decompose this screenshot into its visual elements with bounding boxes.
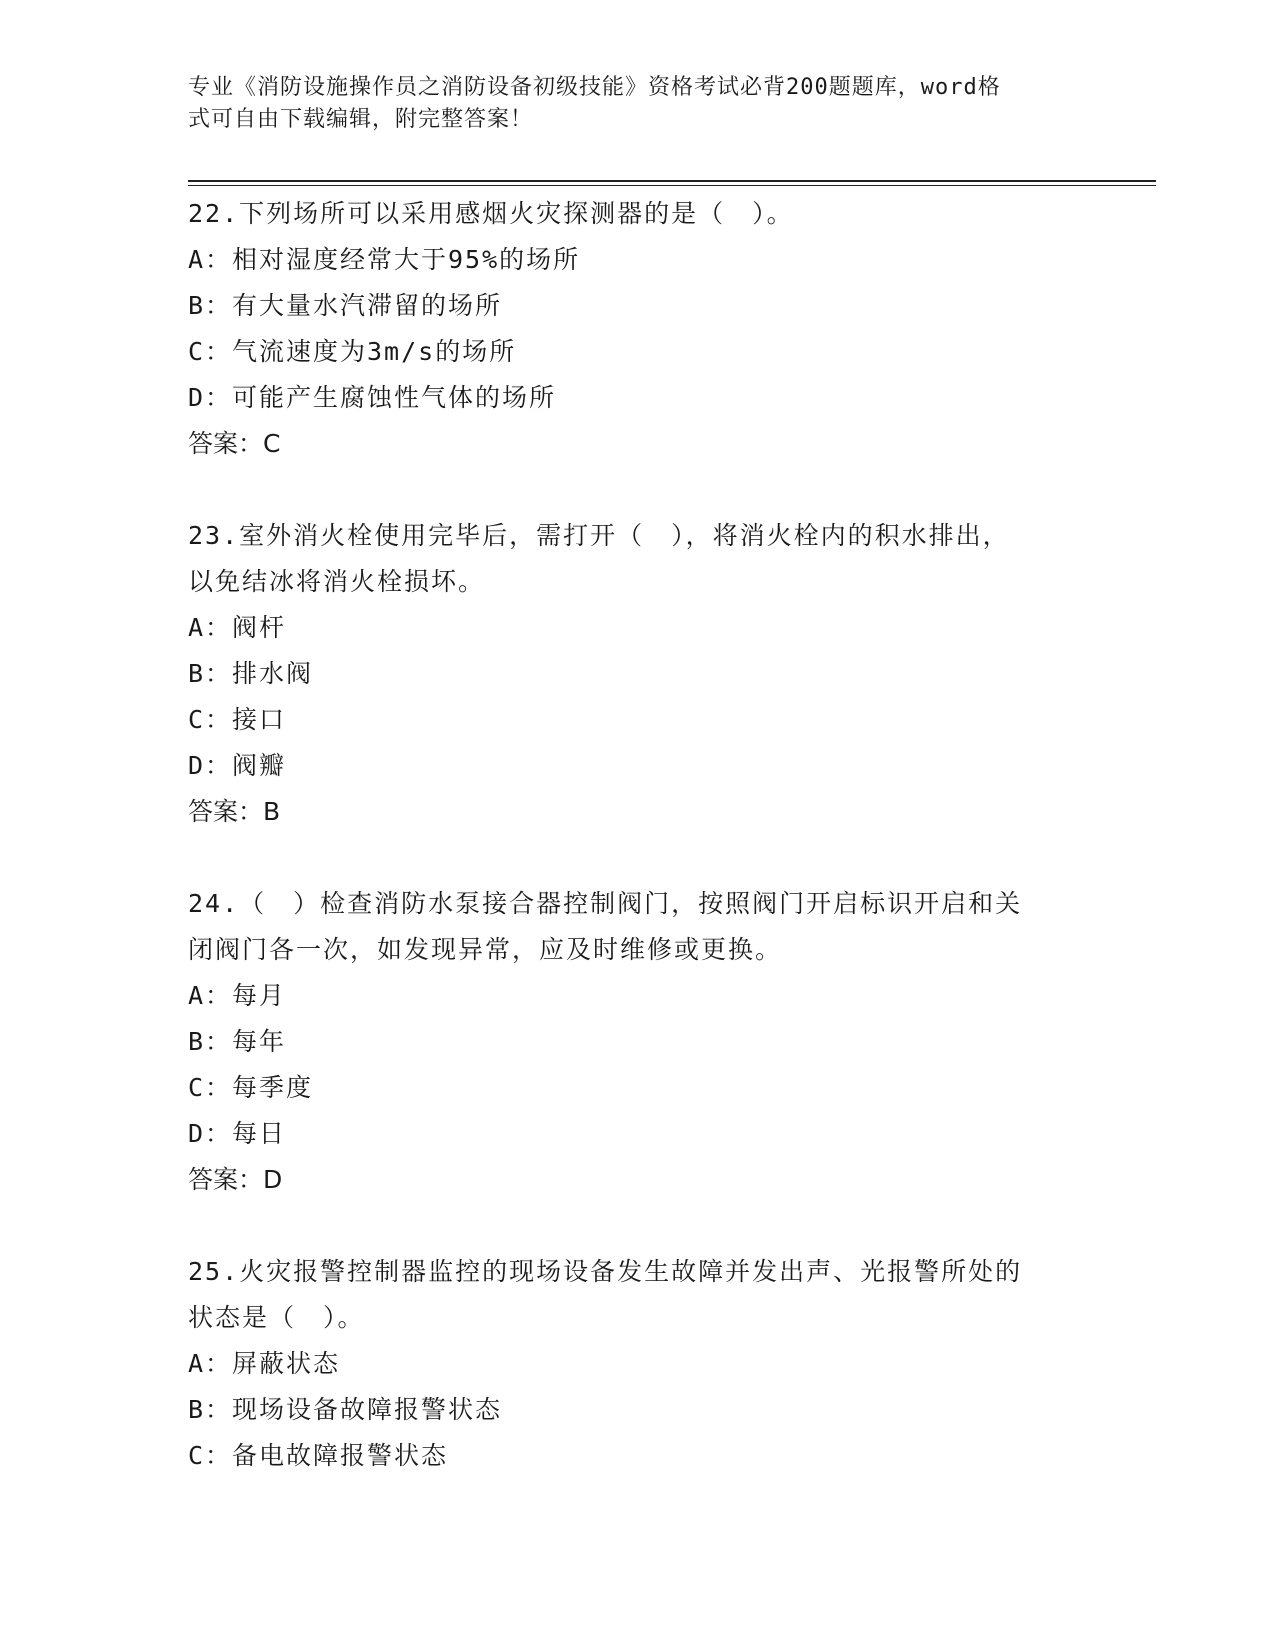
option-text: 每日 xyxy=(232,1119,287,1148)
option-key: C： xyxy=(188,1073,233,1102)
option-text: 备电故障报警状态 xyxy=(232,1441,449,1470)
option-b xyxy=(188,283,1088,329)
option-b xyxy=(188,1387,1088,1433)
option-c xyxy=(188,697,1088,743)
option-text: 气流速度为3m/s的场所 xyxy=(232,337,517,366)
option-text: 每年 xyxy=(232,1027,287,1056)
question-25 xyxy=(188,1249,1088,1479)
option-d xyxy=(188,743,1088,789)
option-text: 相对湿度经常大于95%的场所 xyxy=(232,245,581,274)
option-text: 可能产生腐蚀性气体的场所 xyxy=(232,383,557,412)
question-24 xyxy=(188,881,1088,1203)
option-key: B： xyxy=(188,1395,233,1424)
option-key: C： xyxy=(188,705,233,734)
option-d xyxy=(188,1111,1088,1157)
option-b xyxy=(188,1019,1088,1065)
option-key: A： xyxy=(188,245,233,274)
question-text: 22.下列场所可以采用感烟火灾探测器的是（ ）。 xyxy=(188,199,794,228)
option-text: 每月 xyxy=(232,981,287,1010)
option-key: A： xyxy=(188,613,233,642)
question-text: 24.（ ）检查消防水泵接合器控制阀门，按照阀门开启标识开启和关 xyxy=(188,889,1023,918)
option-key: B： xyxy=(188,291,233,320)
answer-line: 答案：C xyxy=(188,429,281,458)
header-divider-thick xyxy=(188,180,1156,182)
option-key: C： xyxy=(188,1441,233,1470)
option-d xyxy=(188,375,1088,421)
question-23 xyxy=(188,513,1088,835)
option-key: B： xyxy=(188,659,233,688)
question-text-continued: 状态是（ ）。 xyxy=(188,1303,365,1332)
option-a xyxy=(188,605,1088,651)
question-22 xyxy=(188,191,1088,467)
option-text: 接口 xyxy=(232,705,287,734)
option-b xyxy=(188,651,1088,697)
header-divider-thin xyxy=(188,185,1156,186)
option-key: C： xyxy=(188,337,233,366)
option-text: 阀瓣 xyxy=(232,751,287,780)
option-text: 现场设备故障报警状态 xyxy=(232,1395,503,1424)
option-a xyxy=(188,237,1088,283)
option-text: 屏蔽状态 xyxy=(232,1349,341,1378)
question-text: 23.室外消火栓使用完毕后，需打开（ ），将消火栓内的积水排出， xyxy=(188,521,1010,550)
header-line-1: 专业《消防设施操作员之消防设备初级技能》资格考试必背200题题库，word格 xyxy=(188,75,1001,100)
answer-line: 答案：B xyxy=(188,797,281,826)
header-line-2: 式可自由下载编辑，附完整答案！ xyxy=(188,107,534,132)
option-c xyxy=(188,329,1088,375)
option-text: 有大量水汽滞留的场所 xyxy=(232,291,503,320)
option-text: 阀杆 xyxy=(232,613,287,642)
question-text-continued: 闭阀门各一次，如发现异常，应及时维修或更换。 xyxy=(188,935,783,964)
option-text: 排水阀 xyxy=(232,659,314,688)
question-text-continued: 以免结冰将消火栓损坏。 xyxy=(188,567,486,596)
option-key: B： xyxy=(188,1027,233,1056)
option-a xyxy=(188,973,1088,1019)
option-key: A： xyxy=(188,981,233,1010)
option-c xyxy=(188,1065,1088,1111)
option-key: D： xyxy=(188,751,233,780)
question-list xyxy=(188,191,1088,1525)
document-header xyxy=(188,72,1088,136)
option-a xyxy=(188,1341,1088,1387)
option-key: D： xyxy=(188,383,233,412)
question-text: 25.火灾报警控制器监控的现场设备发生故障并发出声、光报警所处的 xyxy=(188,1257,1023,1286)
answer-line: 答案：D xyxy=(188,1165,283,1194)
option-c xyxy=(188,1433,1088,1479)
option-key: A： xyxy=(188,1349,233,1378)
option-text: 每季度 xyxy=(232,1073,314,1102)
option-key: D： xyxy=(188,1119,233,1148)
